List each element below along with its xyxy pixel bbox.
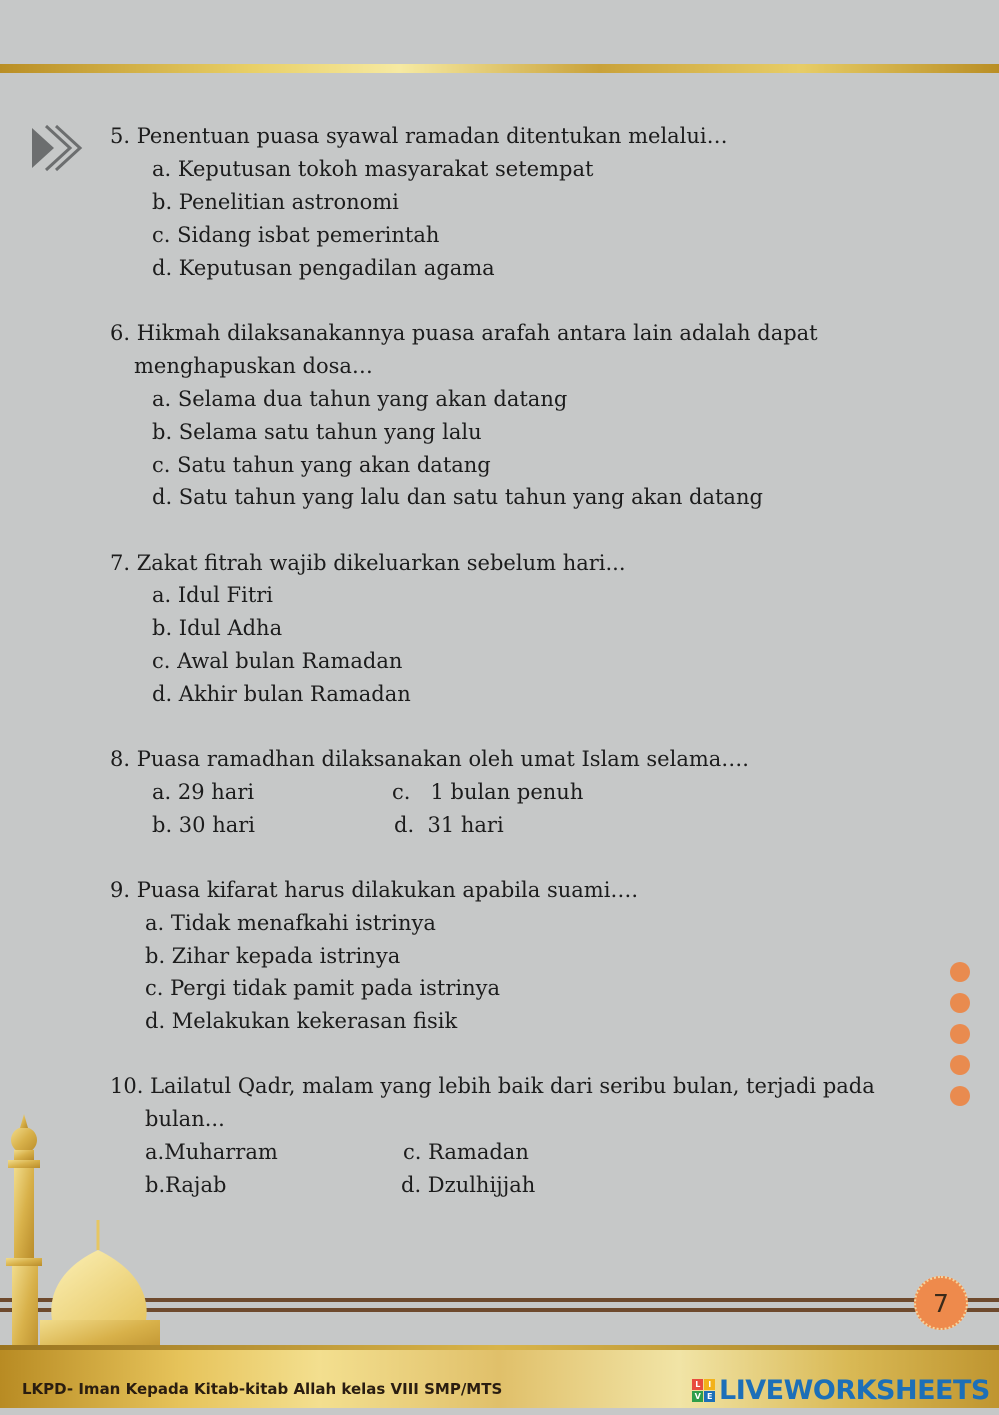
q6-option-b[interactable]: b. Selama satu tahun yang lalu	[152, 420, 482, 444]
q5-option-d[interactable]: d. Keputusan pengadilan agama	[152, 256, 495, 280]
dot	[950, 962, 970, 982]
question-7: 7. Zakat fitrah wajib dikeluarkan sebelum hari...	[110, 551, 626, 575]
triple-chevron-icon	[30, 122, 90, 174]
q9-option-a[interactable]: a. Tidak menafkahi istrinya	[145, 911, 436, 935]
question-10-line2: bulan...	[145, 1107, 225, 1131]
q10-option-c[interactable]: c. Ramadan	[403, 1140, 529, 1164]
logo-letter: E	[704, 1391, 715, 1402]
logo-letter: V	[692, 1391, 703, 1402]
mosque-illustration	[0, 1110, 170, 1360]
question-9: 9. Puasa kifarat harus dilakukan apabila suami….	[110, 878, 639, 902]
footer-title: LKPD- Iman Kepada Kitab-kitab Allah kelas VIII SMP/MTS	[22, 1380, 503, 1398]
q7-option-d[interactable]: d. Akhir bulan Ramadan	[152, 682, 411, 706]
dot	[950, 1086, 970, 1106]
question-10-line1: 10. Lailatul Qadr, malam yang lebih baik dari seribu bulan, terjadi pada	[110, 1074, 875, 1098]
q6-option-c[interactable]: c. Satu tahun yang akan datang	[152, 453, 491, 477]
q6-option-a[interactable]: a. Selama dua tahun yang akan datang	[152, 387, 568, 411]
liveworksheets-logo-icon	[692, 1379, 715, 1402]
q7-option-b[interactable]: b. Idul Adha	[152, 616, 283, 640]
q9-option-b[interactable]: b. Zihar kepada istrinya	[145, 944, 401, 968]
q10-option-b[interactable]: b.Rajab	[145, 1173, 227, 1197]
q5-option-c[interactable]: c. Sidang isbat pemerintah	[152, 223, 440, 247]
q8-option-d[interactable]: d. 31 hari	[394, 813, 504, 837]
dot	[950, 1024, 970, 1044]
q7-option-c[interactable]: c. Awal bulan Ramadan	[152, 649, 403, 673]
q7-option-a[interactable]: a. Idul Fitri	[152, 583, 274, 607]
q9-option-c[interactable]: c. Pergi tidak pamit pada istrinya	[145, 976, 501, 1000]
q8-option-b[interactable]: b. 30 hari	[152, 813, 255, 837]
liveworksheets-logo[interactable]	[692, 1374, 990, 1406]
question-6-line1: 6. Hikmah dilaksanakannya puasa arafah antara lain adalah dapat	[110, 321, 818, 345]
q6-option-d[interactable]: d. Satu tahun yang lalu dan satu tahun yang akan datang	[152, 485, 763, 509]
q10-option-d[interactable]: d. Dzulhijjah	[401, 1173, 536, 1197]
top-gold-bar	[0, 64, 999, 73]
q9-option-d[interactable]: d. Melakukan kekerasan fisik	[145, 1009, 458, 1033]
page-number-badge: 7	[914, 1276, 968, 1330]
question-6-line2: menghapuskan dosa…	[134, 354, 373, 378]
dot	[950, 993, 970, 1013]
dot	[950, 1055, 970, 1075]
q8-option-c[interactable]: c. 1 bulan penuh	[392, 780, 584, 804]
logo-letter: L	[692, 1379, 703, 1390]
logo-letter: I	[704, 1379, 715, 1390]
decorative-dots	[950, 962, 972, 1117]
q5-option-b[interactable]: b. Penelitian astronomi	[152, 190, 399, 214]
q5-option-a[interactable]: a. Keputusan tokoh masyarakat setempat	[152, 157, 594, 181]
q10-option-a[interactable]: a.Muharram	[145, 1140, 278, 1164]
liveworksheets-wordmark: LIVEWORKSHEETS	[719, 1374, 990, 1406]
question-8: 8. Puasa ramadhan dilaksanakan oleh umat Islam selama….	[110, 747, 749, 771]
question-5: 5. Penentuan puasa syawal ramadan ditentukan melalui…	[110, 124, 728, 148]
q8-option-a[interactable]: a. 29 hari	[152, 780, 255, 804]
